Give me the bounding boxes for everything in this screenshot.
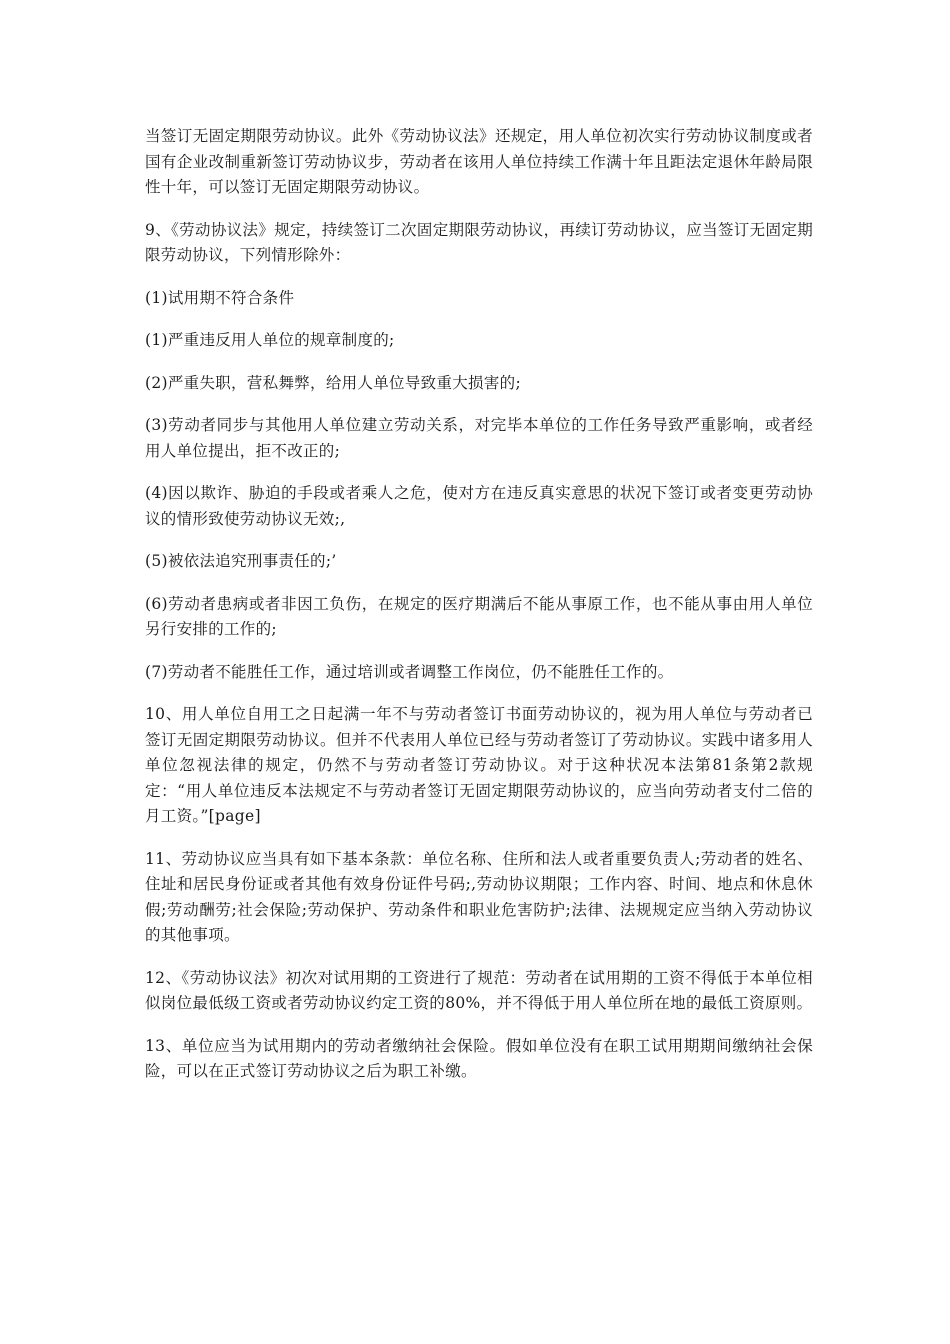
paragraph-item-10: 10、用人单位自用工之日起满一年不与劳动者签订书面劳动协议的，视为用人单位与劳动者已签订无固定期限劳动协议。但并不代表用人单位已经与劳动者签订了劳动协议。实践中诸多用人单位忽视法律的规定，仍然不与劳动者签订劳动协议。对于这种状况本法第81条第2款规定：“用人单位违反本法规定不与劳动者签订无固定期限劳动协议的，应当向劳动者支付二倍的月工资。”[page] xyxy=(145,705,813,825)
paragraph-subitem-4: (4)因以欺诈、胁迫的手段或者乘人之危，使对方在违反真实意思的状况下签订或者变更劳动协议的情形致使劳动协议无效;, xyxy=(145,484,813,528)
paragraph-item-13: 13、单位应当为试用期内的劳动者缴纳社会保险。假如单位没有在职工试用期期间缴纳社会保险，可以在正式签订劳动协议之后为职工补缴。 xyxy=(145,1036,813,1080)
paragraph-item-11: 11、劳动协议应当具有如下基本条款：单位名称、住所和法人或者重要负责人;劳动者的姓名、住址和居民身份证或者其他有效身份证件号码;,劳动协议期限；工作内容、时间、地点和休息休假;劳动酬劳;社会保险;劳动保护、劳动条件和职业危害防护;法律、法规规定应当纳入劳动协议的其他事项。 xyxy=(145,849,813,944)
paragraph-intro-continuation: 当签订无固定期限劳动协议。此外《劳动协议法》还规定，用人单位初次实行劳动协议制度或者国有企业改制重新签订劳动协议步，劳动者在该用人单位持续工作满十年且距法定退休年龄局限性十年，可以签订无固定期限劳动协议。 xyxy=(145,127,813,196)
paragraph-subitem-7: (7)劳动者不能胜任工作，通过培训或者调整工作岗位，仍不能胜任工作的。 xyxy=(145,662,674,681)
paragraph-subitem-probation: (1)试用期不符合条件 xyxy=(145,288,295,307)
paragraph-item-9: 9、《劳动协议法》规定，持续签订二次固定期限劳动协议，再续订劳动协议，应当签订无固定期限劳动协议，下列情形除外： xyxy=(145,220,813,264)
paragraph-subitem-2: (2)严重失职，营私舞弊，给用人单位导致重大损害的; xyxy=(145,373,521,392)
document-body xyxy=(145,124,813,1102)
paragraph-subitem-6: (6)劳动者患病或者非因工负伤，在规定的医疗期满后不能从事原工作，也不能从事由用人单位另行安排的工作的; xyxy=(145,594,813,638)
paragraph-subitem-5: (5)被依法追究刑事责任的;’ xyxy=(145,552,337,570)
paragraph-subitem-3: (3)劳动者同步与其他用人单位建立劳动关系，对完毕本单位的工作任务导致严重影响，或者经用人单位提出，拒不改正的; xyxy=(145,416,813,460)
paragraph-subitem-1: (1)严重违反用人单位的规章制度的; xyxy=(145,331,395,349)
paragraph-item-12: 12、《劳动协议法》初次对试用期的工资进行了规范：劳动者在试用期的工资不得低于本单位相似岗位最低级工资或者劳动协议约定工资的80%，并不得低于用人单位所在地的最低工资原则。 xyxy=(145,968,813,1012)
